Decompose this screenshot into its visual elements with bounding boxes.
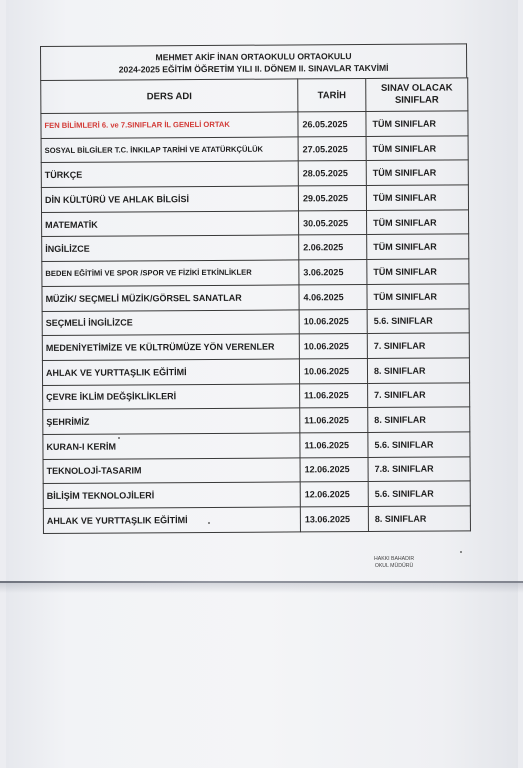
classes-cell: TÜM SINIFLAR bbox=[367, 284, 469, 309]
date-cell: 10.06.2025 bbox=[299, 358, 367, 383]
date-cell: 28.05.2025 bbox=[298, 161, 366, 186]
date-cell: 30.05.2025 bbox=[299, 210, 367, 235]
classes-cell: 7. SINIFLAR bbox=[368, 382, 470, 407]
signature-name: HAKKI BAHADIR bbox=[374, 556, 415, 562]
table-row bbox=[42, 308, 469, 335]
subject-cell: SOSYAL BİLGİLER T.C. İNKILAP TARİHİ VE ATATÜRKÇÜLÜK bbox=[41, 137, 298, 163]
subject-cell: FEN BİLİMLERİ 6. ve 7.SINIFLAR İL GENELİ ORTAK bbox=[41, 112, 298, 138]
date-cell: 10.06.2025 bbox=[299, 309, 367, 334]
table-row bbox=[42, 259, 469, 286]
subject-cell: BEDEN EĞİTİMİ VE SPOR /SPOR VE FİZİKİ ETKİNLİKLER bbox=[42, 260, 299, 286]
date-cell: 11.06.2025 bbox=[300, 432, 368, 457]
subject-cell: TÜRKÇE bbox=[41, 161, 298, 187]
table-header-row bbox=[41, 78, 468, 114]
schedule-title: 2024-2025 EĞİTİM ÖĞRETİM YILI II. DÖNEM II. SINAVLAR TAKVİMİ bbox=[118, 62, 389, 75]
table-row bbox=[42, 333, 469, 360]
classes-cell: 5.6. SINIFLAR bbox=[367, 308, 469, 333]
column-header-subject: DERS ADI bbox=[41, 79, 298, 114]
table-row bbox=[42, 284, 469, 311]
subject-cell: AHLAK VE YURTTAŞLIK EĞİTİMİ bbox=[43, 507, 300, 533]
date-cell: 13.06.2025 bbox=[300, 507, 368, 532]
date-cell: 11.06.2025 bbox=[300, 383, 368, 408]
speck-mark bbox=[118, 437, 120, 439]
table-row bbox=[41, 111, 468, 138]
classes-cell: TÜM SINIFLAR bbox=[366, 111, 468, 136]
fold-shadow bbox=[0, 583, 523, 593]
speck-mark bbox=[460, 551, 462, 553]
column-header-classes bbox=[366, 78, 468, 112]
column-header-date: TARİH bbox=[298, 79, 366, 112]
table-row bbox=[42, 358, 469, 385]
table-row bbox=[41, 185, 468, 212]
date-cell: 3.06.2025 bbox=[299, 260, 367, 285]
classes-cell: 7.8. SINIFLAR bbox=[368, 457, 470, 482]
subject-cell: KURAN-I KERİM bbox=[43, 433, 300, 459]
table-row bbox=[43, 407, 470, 434]
date-cell: 12.06.2025 bbox=[300, 457, 368, 482]
table-row bbox=[41, 136, 468, 163]
column-header-classes-label: SINAV OLACAK SINIFLAR bbox=[380, 82, 453, 106]
subject-cell: MEDENİYETİMİZE VE KÜLTRÜMÜZE YÖN VERENLER bbox=[42, 334, 299, 360]
classes-cell: 7. SINIFLAR bbox=[367, 333, 469, 358]
subject-cell: AHLAK VE YURTTAŞLIK EĞİTİMİ bbox=[42, 359, 299, 385]
table-row bbox=[42, 234, 469, 261]
subject-cell: DİN KÜLTÜRÜ VE AHLAK BİLGİSİ bbox=[41, 186, 298, 212]
date-cell: 29.05.2025 bbox=[298, 186, 366, 211]
subject-cell: MÜZİK/ SEÇMELİ MÜZİK/GÖRSEL SANATLAR bbox=[42, 285, 299, 311]
classes-cell: 8. SINIFLAR bbox=[367, 358, 469, 383]
date-cell: 12.06.2025 bbox=[300, 482, 368, 507]
date-cell: 2.06.2025 bbox=[299, 235, 367, 260]
classes-cell: 8. SINIFLAR bbox=[368, 506, 470, 531]
date-cell: 10.06.2025 bbox=[299, 334, 367, 359]
classes-cell: TÜM SINIFLAR bbox=[367, 210, 469, 235]
exam-schedule-document bbox=[40, 43, 470, 533]
table-row bbox=[41, 160, 468, 187]
date-cell: 11.06.2025 bbox=[300, 408, 368, 433]
table-row bbox=[43, 432, 470, 459]
date-cell: 27.05.2025 bbox=[298, 136, 366, 161]
speck-mark bbox=[208, 522, 210, 524]
signature-role: OKUL MÜDÜRÜ bbox=[374, 563, 414, 569]
subject-cell: ÇEVRE İKLİM DEĞŞİKLİKLERİ bbox=[43, 383, 300, 409]
table-row bbox=[43, 506, 470, 533]
classes-cell: 8. SINIFLAR bbox=[368, 407, 470, 432]
subject-cell: İNGİLİZCE bbox=[42, 235, 299, 261]
subject-cell: ŞEHRİMİZ bbox=[43, 408, 300, 434]
classes-cell: TÜM SINIFLAR bbox=[367, 259, 469, 284]
classes-cell: TÜM SINIFLAR bbox=[366, 160, 468, 185]
table-row bbox=[43, 457, 470, 484]
school-name: MEHMET AKİF İNAN ORTAOKULU ORTAOKULU bbox=[155, 51, 352, 63]
signature-block bbox=[374, 556, 414, 570]
table-row bbox=[43, 481, 470, 508]
date-cell: 4.06.2025 bbox=[299, 284, 367, 309]
classes-cell: 5.6. SINIFLAR bbox=[368, 481, 470, 506]
subject-cell: BİLİŞİM TEKNOLOJİLERİ bbox=[43, 482, 300, 508]
document-header bbox=[40, 43, 467, 80]
date-cell: 26.05.2025 bbox=[298, 112, 366, 137]
classes-cell: TÜM SINIFLAR bbox=[366, 136, 468, 161]
table-row bbox=[43, 382, 470, 409]
classes-cell: 5.6. SINIFLAR bbox=[368, 432, 470, 457]
exam-schedule-table bbox=[40, 77, 471, 533]
classes-cell: TÜM SINIFLAR bbox=[367, 234, 469, 259]
subject-cell: MATEMATİK bbox=[42, 211, 299, 237]
table-row bbox=[42, 210, 469, 237]
classes-cell: TÜM SINIFLAR bbox=[366, 185, 468, 210]
subject-cell: TEKNOLOJİ-TASARIM bbox=[43, 458, 300, 484]
subject-cell: SEÇMELİ İNGİLİZCE bbox=[42, 309, 299, 335]
table-body bbox=[41, 111, 471, 533]
